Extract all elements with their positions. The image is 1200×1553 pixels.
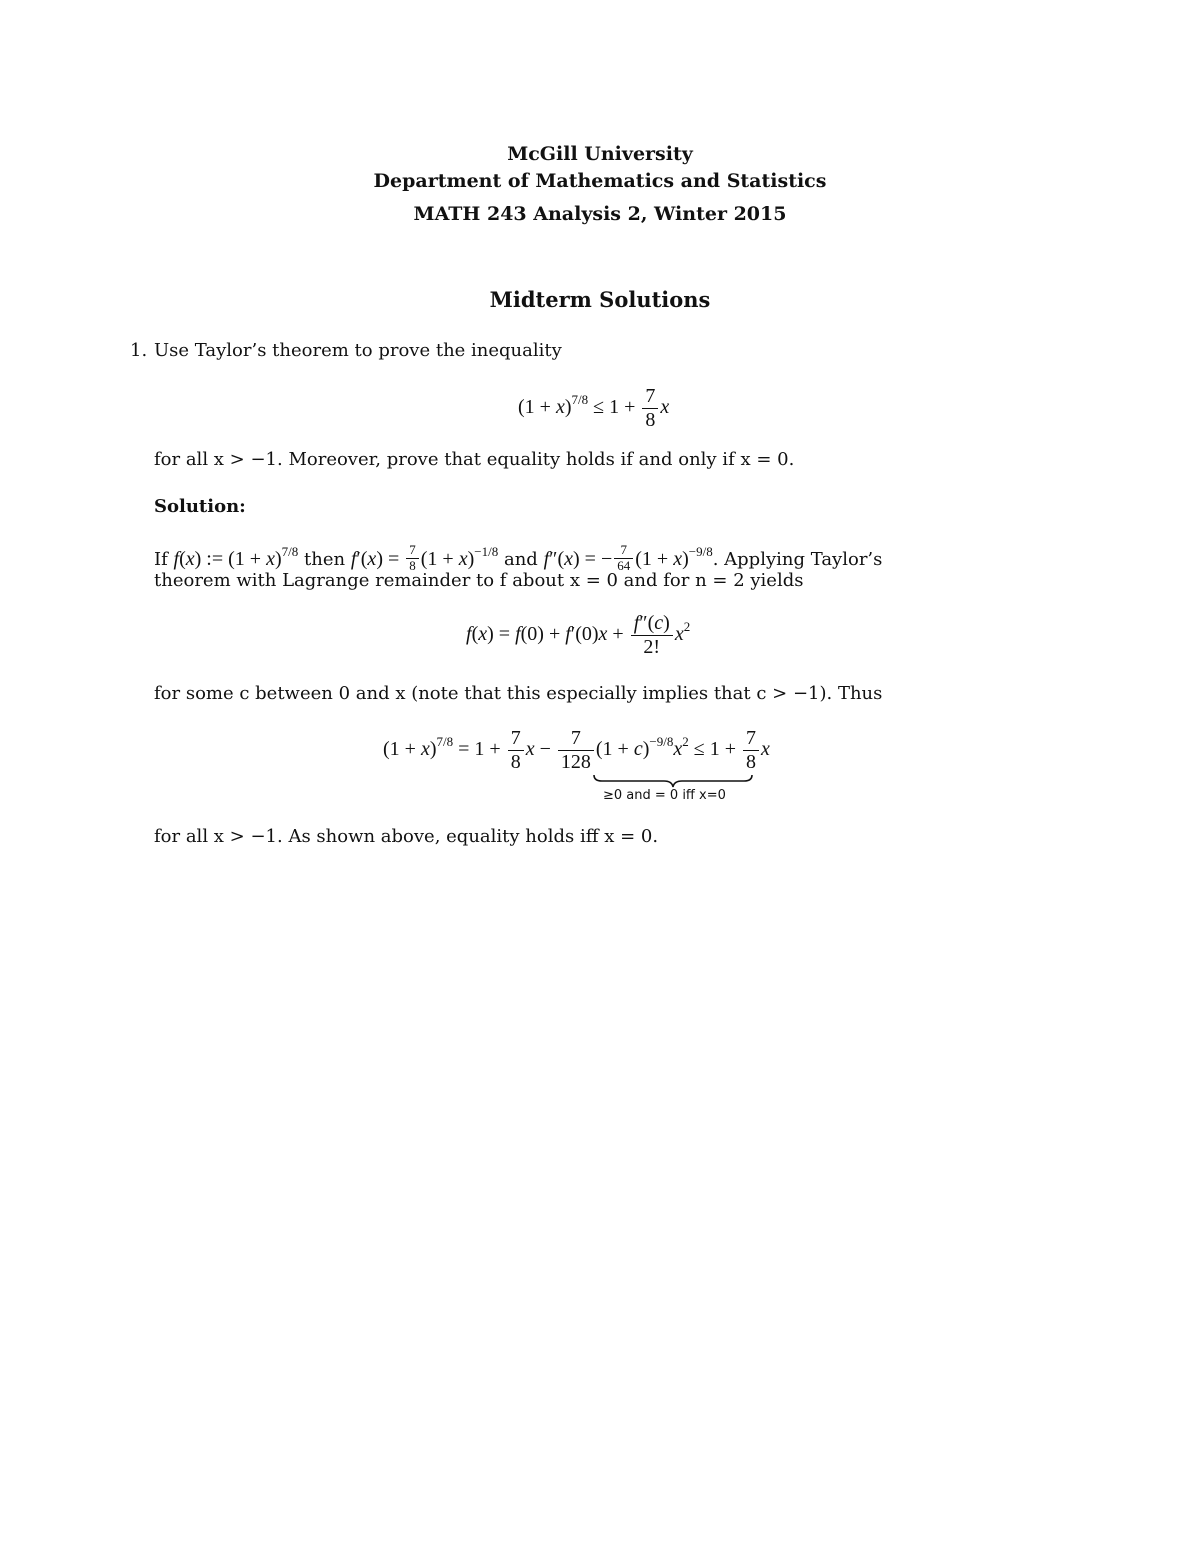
solution-line-2: theorem with Lagrange remainder to f about x = 0 and for n = 2 yields: [154, 570, 804, 591]
course-title: MATH 243 Analysis 2, Winter 2015: [413, 203, 787, 225]
underbrace: [592, 774, 754, 788]
f-definition: f(x) := $(1 + x)^{7/8}$: [173, 543, 299, 570]
underbrace-note: ≥0 and = 0 iff x=0: [603, 788, 726, 803]
text-then: then: [304, 548, 346, 570]
taylor-expansion-display: f(x) = f(0) + f′(0)x + $\frac{f''(c)}{2!}$ $x^2$: [466, 612, 691, 658]
condition-text: for all x > −1. Moreover, prove that equality holds if and only if x = 0.: [154, 449, 795, 470]
problem-number: 1.: [130, 340, 148, 361]
document-title: Midterm Solutions: [489, 287, 711, 312]
university-name: McGill University: [507, 143, 693, 165]
f-prime: f′(x) = $\frac{7}{8}$ $(1 + x)^{-1/8}$: [350, 542, 499, 573]
problem-statement: Use Taylor’s theorem to prove the inequality: [154, 340, 562, 361]
final-text: for all x > −1. As shown above, equality holds iff x = 0.: [154, 826, 659, 847]
final-inequality-display: $(1 + x)^{7/8} = 1$ + $\frac{7}{8}$ x − $\frac{7}{128}$ $(1 + c)^{-9/8}x^2 \le 1$ + $\frac{7}{8}$ x: [383, 727, 770, 773]
f-double-prime: f″(x) = − $\frac{7}{64}$ $(1 + x)^{-9/8}$: [543, 542, 713, 573]
solution-label: Solution:: [154, 496, 246, 517]
between-text: for some c between 0 and x (note that this especially implies that c > −1). Thus: [154, 683, 883, 704]
department-name: Department of Mathematics and Statistics: [373, 170, 827, 192]
text-and: and: [503, 548, 538, 570]
text-if: If: [154, 548, 168, 570]
text-applying: . Applying Taylor’s: [712, 548, 883, 570]
inequality-display: $(1 + x)^{7/8} \le 1$ + $\frac{7}{8}$ x: [518, 385, 670, 431]
